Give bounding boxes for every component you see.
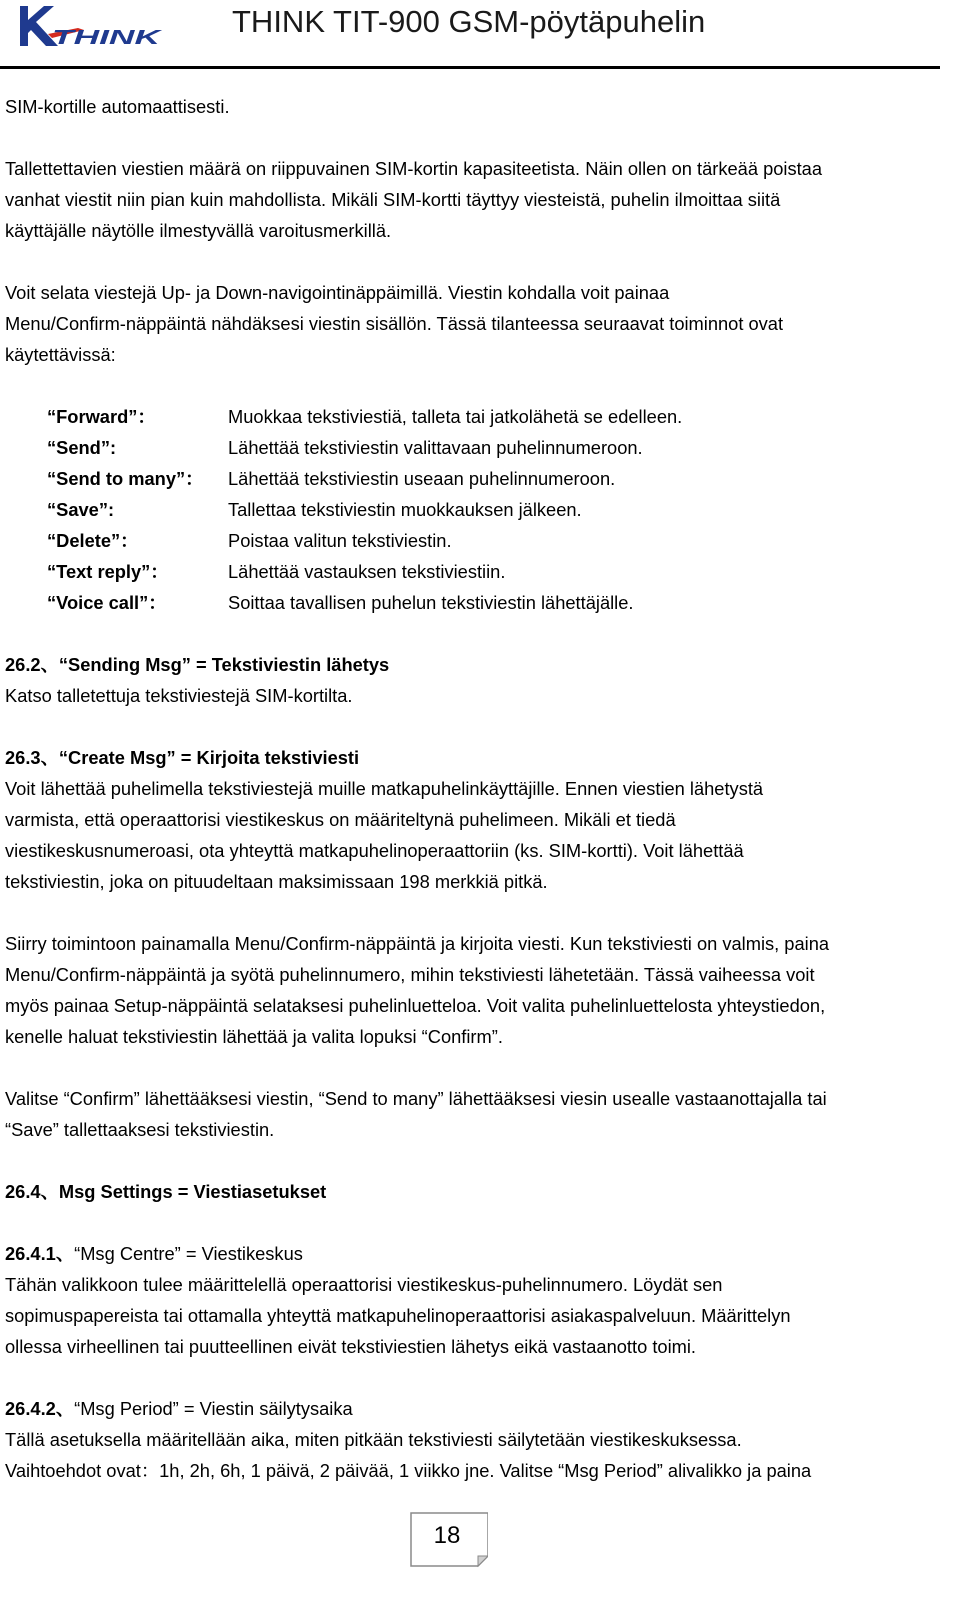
paragraph-line: tekstiviestin, joka on pituudeltaan maksimissaan 198 merkkiä pitkä. — [5, 871, 548, 892]
function-item — [5, 401, 945, 432]
function-item — [5, 556, 945, 587]
function-item — [5, 463, 945, 494]
function-item — [5, 494, 945, 525]
section-heading-26-4: 26.4、Msg Settings = Viestiasetukset — [5, 1181, 327, 1202]
subsection-title: “Msg Centre” = Viestikeskus — [74, 1243, 303, 1264]
paragraph-line: Tallettettavien viestien määrä on riippuvainen SIM-kortin kapasiteetista. Näin ollen on tärkeää poistaa — [5, 158, 823, 179]
function-label: “Send”: — [47, 437, 117, 458]
paragraph-line: “Save” tallettaaksesi tekstiviestin. — [5, 1119, 275, 1140]
function-label: “Delete”： — [47, 530, 139, 551]
function-label: “Text reply”： — [47, 561, 169, 582]
function-description: Poistaa valitun tekstiviestin. — [228, 530, 452, 551]
function-label: “Send to many”： — [47, 468, 204, 489]
function-description: Tallettaa tekstiviestin muokkauksen jälkeen. — [228, 499, 582, 520]
paragraph-line: Menu/Confirm-näppäintä ja syötä puhelinnumero, mihin tekstiviesti lähetetään. Tässä vaiheessa voit — [5, 964, 815, 985]
paragraph-line: ollessa virheellinen tai puutteellinen eivät tekstiviestien lähetys eikä vastaanotto toimi. — [5, 1336, 697, 1357]
section-heading-26-3: 26.3、“Create Msg” = Kirjoita tekstiviesti — [5, 747, 360, 768]
page-footer — [408, 1510, 488, 1568]
paragraph-line: vanhat viestit niin pian kuin mahdollista. Mikäli SIM-kortti täyttyy viesteistä, puhelin ilmoittaa siitä — [5, 189, 781, 210]
think-logo — [18, 4, 163, 48]
subsection-number: 26.4.2、 — [5, 1398, 75, 1419]
logo-text: THINK — [52, 27, 163, 48]
paragraph-line: SIM-kortille automaattisesti. — [5, 96, 230, 117]
paragraph-line: Tällä asetuksella määritellään aika, miten pitkään tekstiviesti säilytetään viestikeskuksessa. — [5, 1429, 742, 1450]
paragraph-line: Katso talletettuja tekstiviestejä SIM-kortilta. — [5, 685, 353, 706]
paragraph-line: Vaihtoehdot ovat：1h, 2h, 6h, 1 päivä, 2 päivää, 1 viikko jne. Valitse “Msg Period” alivalikko ja paina — [5, 1460, 812, 1481]
paragraph-line: Tähän valikkoon tulee määrittelellä operaattorisi viestikeskus-puhelinnumero. Löydät sen — [5, 1274, 723, 1295]
function-item — [5, 432, 945, 463]
paragraph-line: Voit selata viestejä Up- ja Down-navigointinäppäimillä. Viestin kohdalla voit painaa — [5, 282, 670, 303]
paragraph-line: varmista, että operaattorisi viestikeskus on määriteltynä puhelimeen. Mikäli et tiedä — [5, 809, 676, 830]
paragraph-line: kenelle haluat tekstiviestin lähettää ja valita lopuksi “Confirm”. — [5, 1026, 503, 1047]
paragraph-line: käyttäjälle näytölle ilmestyvällä varoitusmerkillä. — [5, 220, 392, 241]
function-label: “Voice call”： — [47, 592, 167, 613]
section-heading-26-2: 26.2、“Sending Msg” = Tekstiviestin lähetys — [5, 654, 390, 675]
paragraph-line: Menu/Confirm-näppäintä nähdäksesi viestin sisällön. Tässä tilanteessa seuraavat toiminnot ovat — [5, 313, 784, 334]
function-label: “Save”: — [47, 499, 115, 520]
header-rule — [0, 66, 940, 69]
page-header — [0, 0, 960, 70]
function-description: Muokkaa tekstiviestiä, talleta tai jatkolähetä se edelleen. — [228, 406, 683, 427]
paragraph-line: Valitse “Confirm” lähettääksesi viestin, “Send to many” lähettääksesi viesin usealle vastaanottajalla tai — [5, 1088, 827, 1109]
function-description: Soittaa tavallisen puhelun tekstiviestin lähettäjälle. — [228, 592, 634, 613]
paragraph-line: viestikeskusnumeroasi, ota yhteyttä matkapuhelinoperaattoriin (ks. SIM-kortti). Voit lähettää — [5, 840, 744, 861]
function-description: Lähettää vastauksen tekstiviestiin. — [228, 561, 506, 582]
function-item — [5, 587, 945, 618]
paragraph-line: Voit lähettää puhelimella tekstiviestejä muille matkapuhelinkäyttäjille. Ennen viestien lähetystä — [5, 778, 764, 799]
function-list — [5, 401, 945, 618]
function-description: Lähettää tekstiviestin useaan puhelinnumeroon. — [228, 468, 616, 489]
function-description: Lähettää tekstiviestin valittavaan puhelinnumeroon. — [228, 437, 643, 458]
paragraph-line: käytettävissä: — [5, 344, 116, 365]
subsection-heading-26-4-1 — [5, 1238, 945, 1269]
subsection-number: 26.4.1、 — [5, 1243, 75, 1264]
subsection-title: “Msg Period” = Viestin säilytysaika — [74, 1398, 353, 1419]
document-body — [5, 91, 945, 1486]
page-header-title: THINK TIT-900 GSM-pöytäpuhelin — [232, 4, 706, 39]
paragraph-line: Siirry toimintoon painamalla Menu/Confirm-näppäintä ja kirjoita viesti. Kun tekstiviesti on valmis, paina — [5, 933, 830, 954]
function-label: “Forward”： — [47, 406, 156, 427]
subsection-heading-26-4-2 — [5, 1393, 945, 1424]
function-item — [5, 525, 945, 556]
paragraph-line: sopimuspapereista tai ottamalla yhteyttä matkapuhelinoperaattorisi asiakaspalveluun. Määrittelyn — [5, 1305, 791, 1326]
page-number: 18 — [433, 1522, 461, 1549]
paragraph-line: myös painaa Setup-näppäintä selataksesi puhelinluetteloa. Voit valita puhelinluettelosta yhteystiedon, — [5, 995, 826, 1016]
